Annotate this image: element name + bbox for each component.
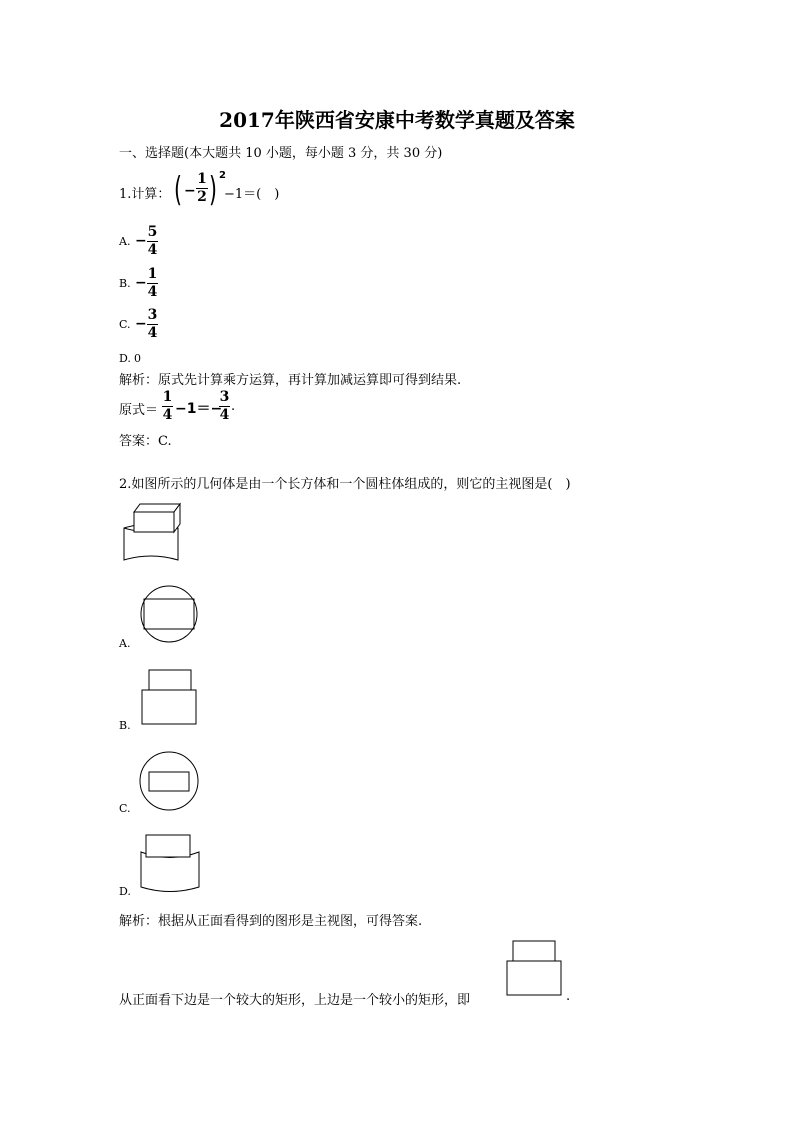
option-label: B. <box>119 277 131 290</box>
option-label: A. <box>119 235 131 248</box>
calc-fraction-2 <box>219 390 230 423</box>
frac-num: 3 <box>219 389 230 405</box>
calc-middle: −1＝− <box>175 401 223 417</box>
q1-analysis: 解析：原式先计算乘方运算，再计算加减运算即可得到结果. <box>119 373 462 388</box>
solid-figure <box>118 498 184 568</box>
q1-left-paren: ( <box>174 170 182 210</box>
q2-explanation-end: . <box>566 989 571 1004</box>
q2-option-b-label: B. <box>119 719 131 732</box>
calc-end: . <box>231 399 236 414</box>
q2-option-c-label: C. <box>119 802 131 815</box>
q1-minus: − <box>184 183 196 199</box>
option-a-figure <box>138 585 200 647</box>
frac-num: 1 <box>147 266 158 282</box>
q1-answer: 答案：C. <box>119 434 172 449</box>
option-label: C. <box>119 318 131 331</box>
option-fraction <box>147 225 158 258</box>
q2-question: 2.如图所示的几何体是由一个长方体和一个圆柱体组成的，则它的主视图是( ) <box>119 477 571 492</box>
option-sign: − <box>135 275 147 291</box>
option-d-figure <box>138 833 202 895</box>
option-sign: − <box>135 233 147 249</box>
page-title: 2017年陕西省安康中考数学真题及答案 <box>219 108 575 132</box>
q1-frac-num: 1 <box>197 171 207 187</box>
q2-option-a-label: A. <box>119 637 131 650</box>
q1-tail: −1＝( ) <box>224 187 280 202</box>
frac-den: 4 <box>147 242 158 258</box>
q1-fraction <box>196 172 208 205</box>
option-sign: − <box>135 316 147 332</box>
q1-prefix: 1.计算： <box>119 187 171 202</box>
q1-exponent: 2 <box>219 170 226 181</box>
option-c-figure <box>138 751 200 813</box>
frac-den: 4 <box>147 284 158 300</box>
option-fraction <box>147 267 158 300</box>
front-view-figure <box>505 939 563 997</box>
frac-den: 4 <box>162 407 173 423</box>
option-fraction <box>147 308 158 341</box>
calc-prefix: 原式＝ <box>119 403 159 418</box>
option-b-figure <box>140 668 200 726</box>
frac-den: 4 <box>147 325 158 341</box>
q2-analysis: 解析：根据从正面看得到的图形是主视图，可得答案. <box>119 914 423 929</box>
q2-explanation: 从正面看下边是一个较大的矩形，上边是一个较小的矩形，即 <box>119 993 471 1008</box>
frac-num: 1 <box>162 389 173 405</box>
section-heading: 一、选择题(本大题共 10 小题，每小题 3 分，共 30 分) <box>119 146 443 161</box>
frac-den: 4 <box>219 407 230 423</box>
q2-option-d-label: D. <box>119 885 131 898</box>
q1-frac-den: 2 <box>197 189 207 205</box>
option-text: 0 <box>134 352 141 365</box>
q1-right-paren: ) <box>209 170 217 210</box>
calc-fraction-1 <box>162 390 173 423</box>
frac-num: 3 <box>147 307 158 323</box>
option-label: D. <box>119 352 131 365</box>
frac-num: 5 <box>147 224 158 240</box>
